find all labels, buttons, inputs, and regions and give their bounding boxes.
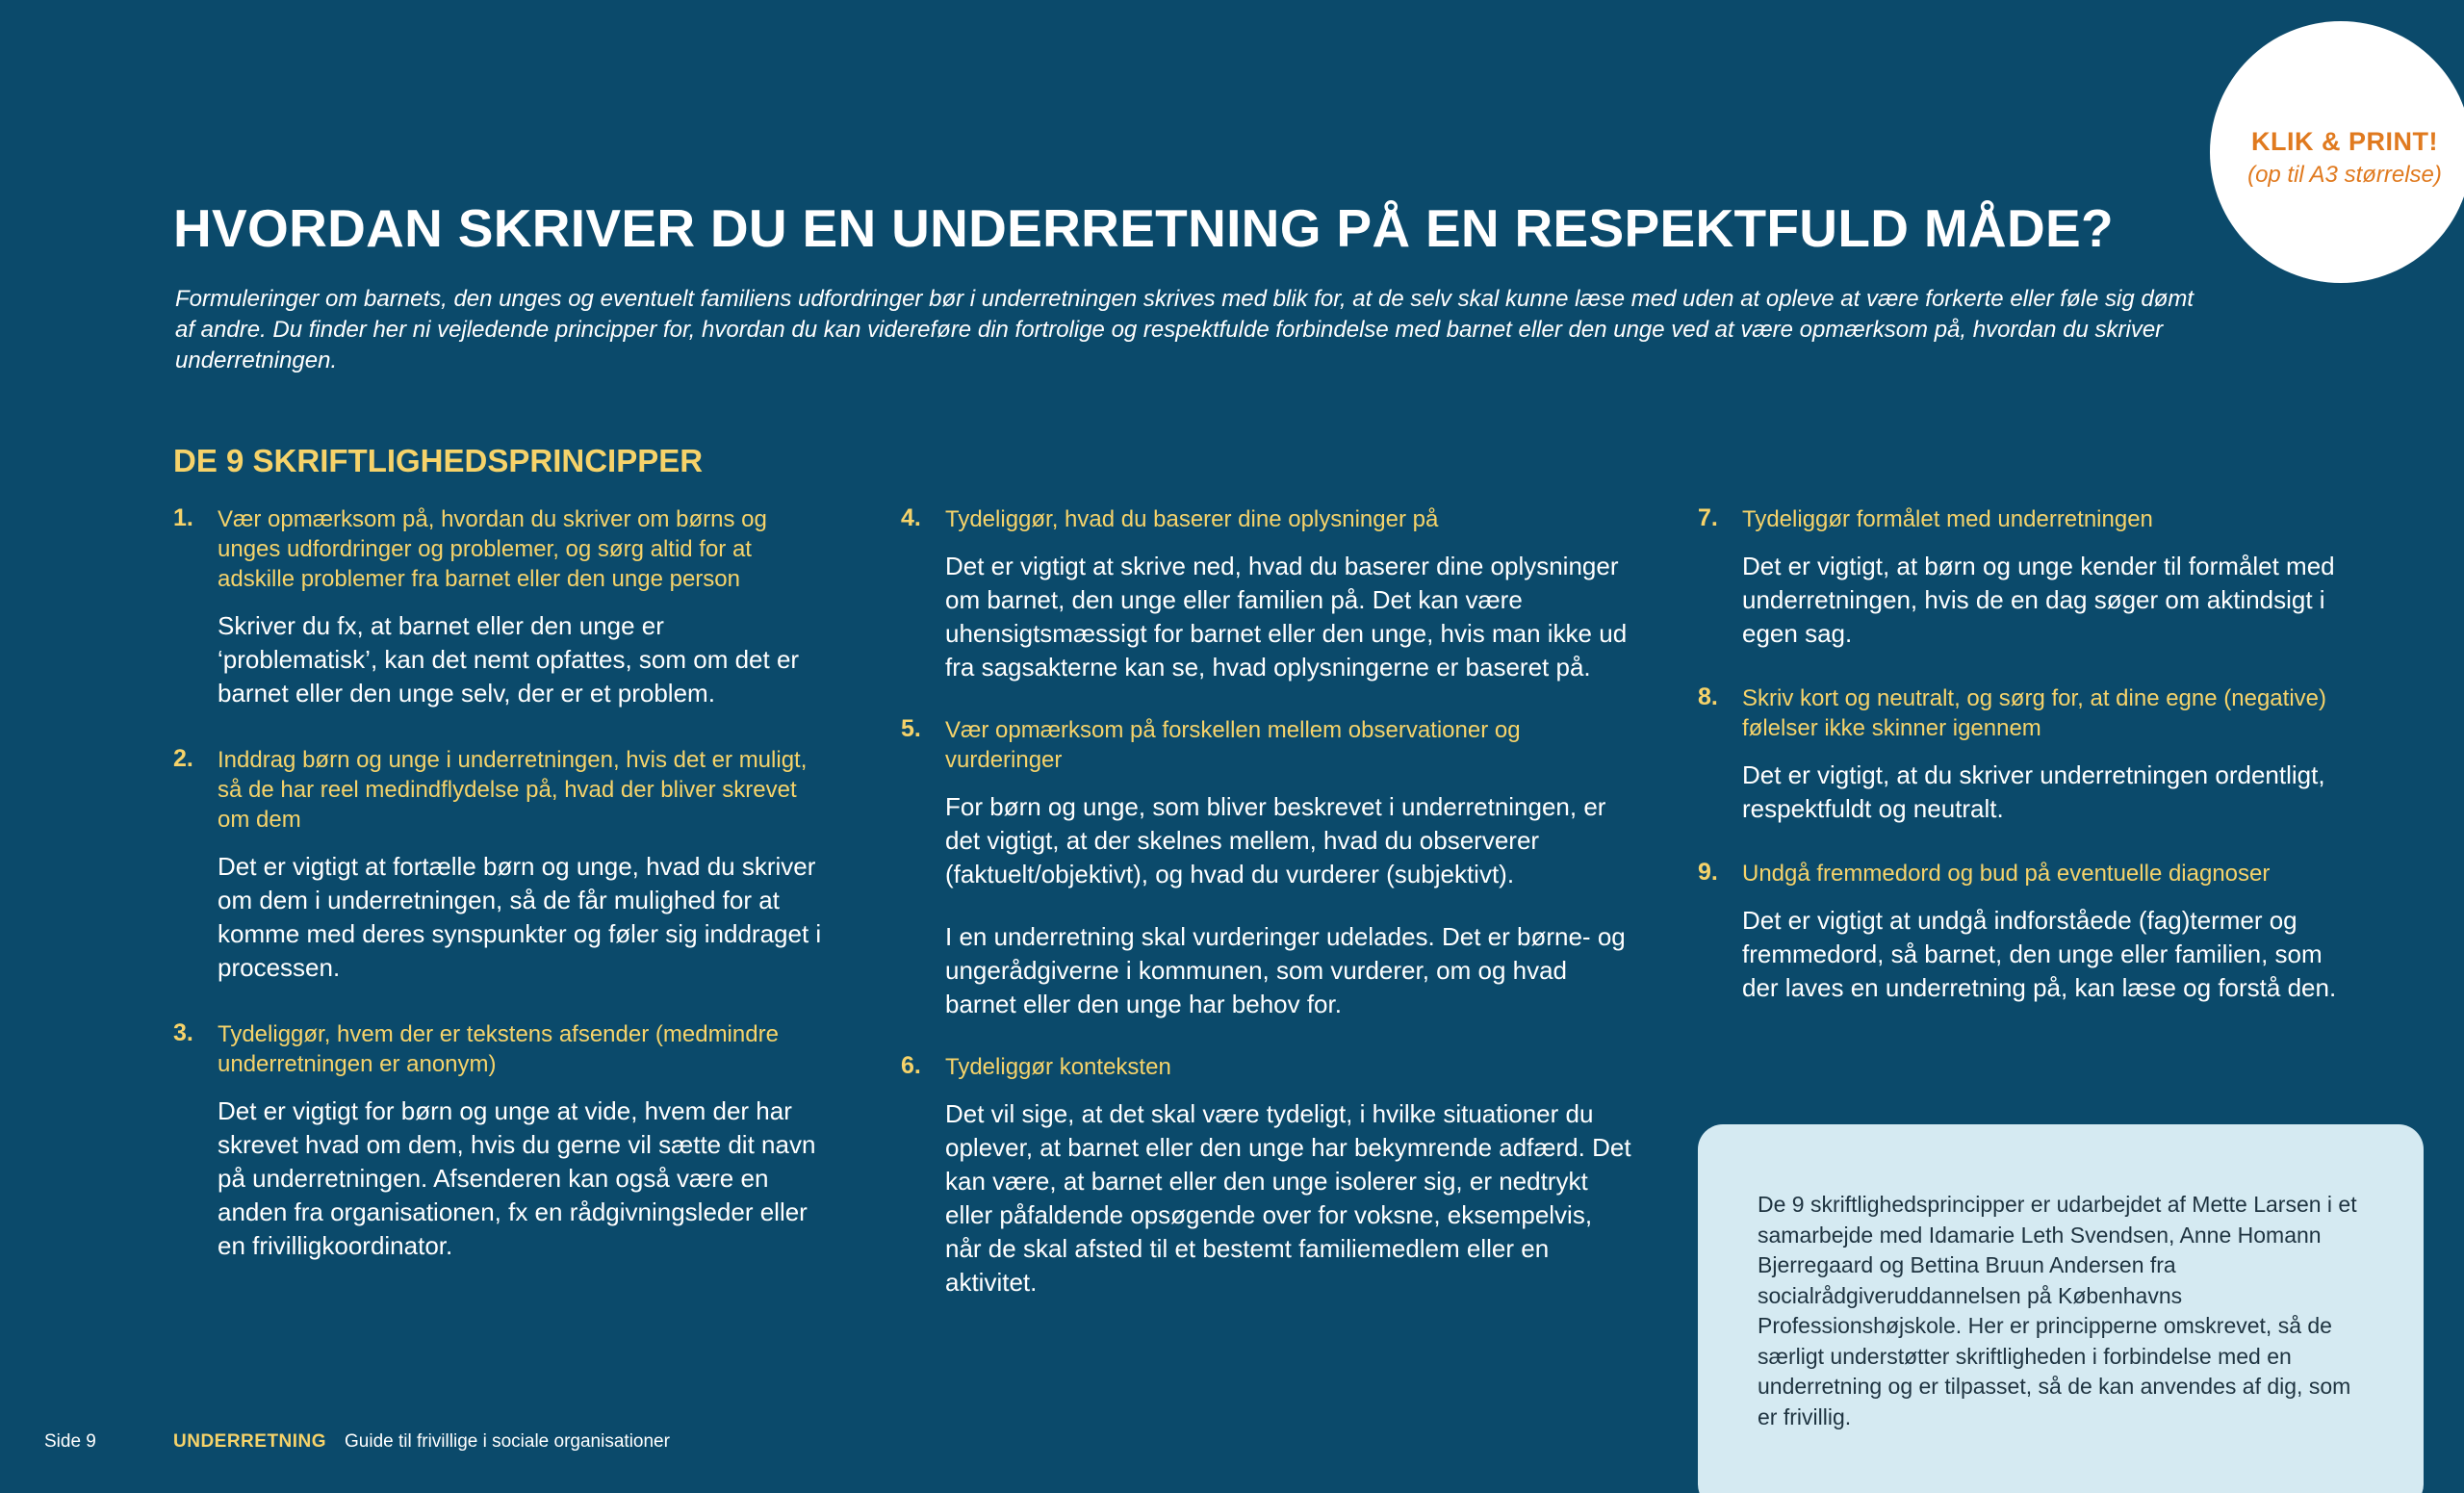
principle-body: I en underretning skal vurderinger udelades. Det er børne- og ungerådgiverne i kommunen, som vurderer, om og hvad barnet eller den unge har behov for.	[945, 922, 1626, 1018]
principle-heading: Tydeliggør, hvad du baserer dine oplysninger på	[945, 506, 1439, 532]
principle-8	[1698, 683, 2352, 826]
principle-7	[1698, 504, 2352, 651]
principle-heading: Vær opmærksom på, hvordan du skriver om børns og unges udfordringer og problemer, og sørg altid for at adskille problemer fra barnet eller den unge person	[218, 506, 767, 592]
principle-heading: Skriv kort og neutralt, og sørg for, at dine egne (negative) følelser ikke skinner igennem	[1742, 685, 2326, 741]
principle-9	[1698, 859, 2352, 1005]
principles-column-2	[901, 504, 1632, 1300]
print-badge-title[interactable]: KLIK & PRINT!	[2251, 127, 2438, 156]
principle-body: Skriver du fx, at barnet eller den unge er ‘problematisk’, kan det nemt opfattes, som om det er barnet eller den unge selv, der er et problem.	[218, 611, 800, 708]
footer-page-number: Side 9	[44, 1431, 96, 1452]
principle-body: Det vil sige, at det skal være tydeligt, i hvilke situationer du oplever, at barnet eller den unge har bekymrende adfærd. Det kan være, at barnet eller den unge isolerer sig, er nedtrykt eller påfaldende opsøgende over for voksne, eksempelvis, når de skal afsted til et bestemt familiemedlem eller en aktivitet.	[945, 1099, 1631, 1297]
info-box-text: De 9 skriftlighedsprincipper er udarbejdet af Mette Larsen i et samarbejde med Idamarie Leth Svendsen, Anne Homann Bjerregaard og Bettina Bruun Andersen fra socialrådgiveruddannelsen på Københavns Professionshøjskole. Her er principperne omskrevet, så de særligt understøtter skriftligheden i forbindelse med en underretning og er tilpasset, så de kan anvendes af dig, som er frivillig.	[1758, 1192, 2357, 1429]
principle-body: Det er vigtigt at skrive ned, hvad du baserer dine oplysninger om barnet, den unge eller familien på. Det kan være uhensigtsmæssigt for barnet eller den unge, hvis man ikke ud fra sagsakterne kan se, hvad oplysningerne er baseret på.	[945, 552, 1628, 682]
intro-text: Formuleringer om barnets, den unges og eventuelt familiens udfordringer bør i underretningen skrives med blik for, at de selv skal kunne læse med uden at opleve at være forkerte eller føle sig dømt af andre. Du finder her ni vejledende principper for, hvordan du kan videreføre din fortrolige og respektfulde forbindelse med barnet eller den unge ved at være opmærksom på, hvordan du skriver underretningen.	[175, 286, 2194, 373]
principle-number: 6.	[901, 1052, 921, 1079]
principle-body: Det er vigtigt at fortælle børn og unge, hvad du skriver om dem i underretningen, så de får mulighed for at komme med deres synspunkter og føler sig inddraget i processen.	[218, 852, 822, 982]
principle-body: Det er vigtigt, at børn og unge kender til formålet med underretningen, hvis de en dag søger om aktindsigt i egen sag.	[1742, 552, 2335, 648]
principle-body: Det er vigtigt at undgå indforståede (fag)termer og fremmedord, så barnet, den unge eller familien, som der laves en underretning på, kan læse og forstå den.	[1742, 906, 2337, 1002]
principle-number: 9.	[1698, 859, 1718, 886]
principle-number: 3.	[173, 1019, 193, 1046]
principle-heading: Tydeliggør konteksten	[945, 1054, 1171, 1080]
principle-number: 2.	[173, 745, 193, 772]
principle-number: 7.	[1698, 504, 1718, 531]
principle-1	[173, 504, 828, 710]
footer-brand: UNDERRETNING	[173, 1431, 327, 1452]
principles-column-3	[1698, 504, 2352, 1005]
print-badge[interactable]	[2210, 21, 2464, 283]
principle-6	[901, 1052, 1632, 1300]
principle-3	[173, 1019, 828, 1263]
principles-column-1	[173, 504, 828, 1263]
principle-number: 5.	[901, 715, 921, 742]
principle-body: Det er vigtigt for børn og unge at vide, hvem der har skrevet hvad om dem, hvis du gerne vil sætte dit navn på underretningen. Afsenderen kan også være en anden fra organisationen, fx en rådgivningsleder eller en frivilligkoordinator.	[218, 1096, 816, 1260]
section-title: DE 9 SKRIFTLIGHEDSPRINCIPPER	[173, 443, 704, 478]
principle-body: For børn og unge, som bliver beskrevet i underretningen, er det vigtigt, at der skelnes mellem, hvad du observerer (faktuelt/objektivt), og hvad du vurderer (subjektivt).	[945, 792, 1606, 888]
principle-number: 8.	[1698, 683, 1718, 710]
principle-heading: Tydeliggør, hvem der er tekstens afsender (medmindre underretningen er anonym)	[218, 1021, 779, 1077]
principle-number: 1.	[173, 504, 193, 531]
principle-heading: Inddrag børn og unge i underretningen, hvis det er muligt, så de har reel medindflydelse på, hvad der bliver skrevet om dem	[218, 747, 808, 833]
page-title: HVORDAN SKRIVER DU EN UNDERRETNING PÅ EN RESPEKTFULD MÅDE?	[173, 198, 2114, 258]
principle-heading: Tydeliggør formålet med underretningen	[1742, 506, 2153, 532]
footer-guide-title: Guide til frivillige i sociale organisationer	[345, 1431, 670, 1452]
principle-5	[901, 715, 1632, 1021]
print-badge-subtitle: (op til A3 størrelse)	[2247, 162, 2442, 188]
info-box	[1698, 1124, 2424, 1493]
principle-heading: Undgå fremmedord og bud på eventuelle diagnoser	[1742, 861, 2271, 887]
principle-2	[173, 745, 828, 985]
principle-heading: Vær opmærksom på forskellen mellem observationer og vurderinger	[945, 717, 1521, 773]
principle-body: Det er vigtigt, at du skriver underretningen ordentligt, respektfuldt og neutralt.	[1742, 760, 2325, 823]
principle-4	[901, 504, 1632, 684]
principle-number: 4.	[901, 504, 921, 531]
